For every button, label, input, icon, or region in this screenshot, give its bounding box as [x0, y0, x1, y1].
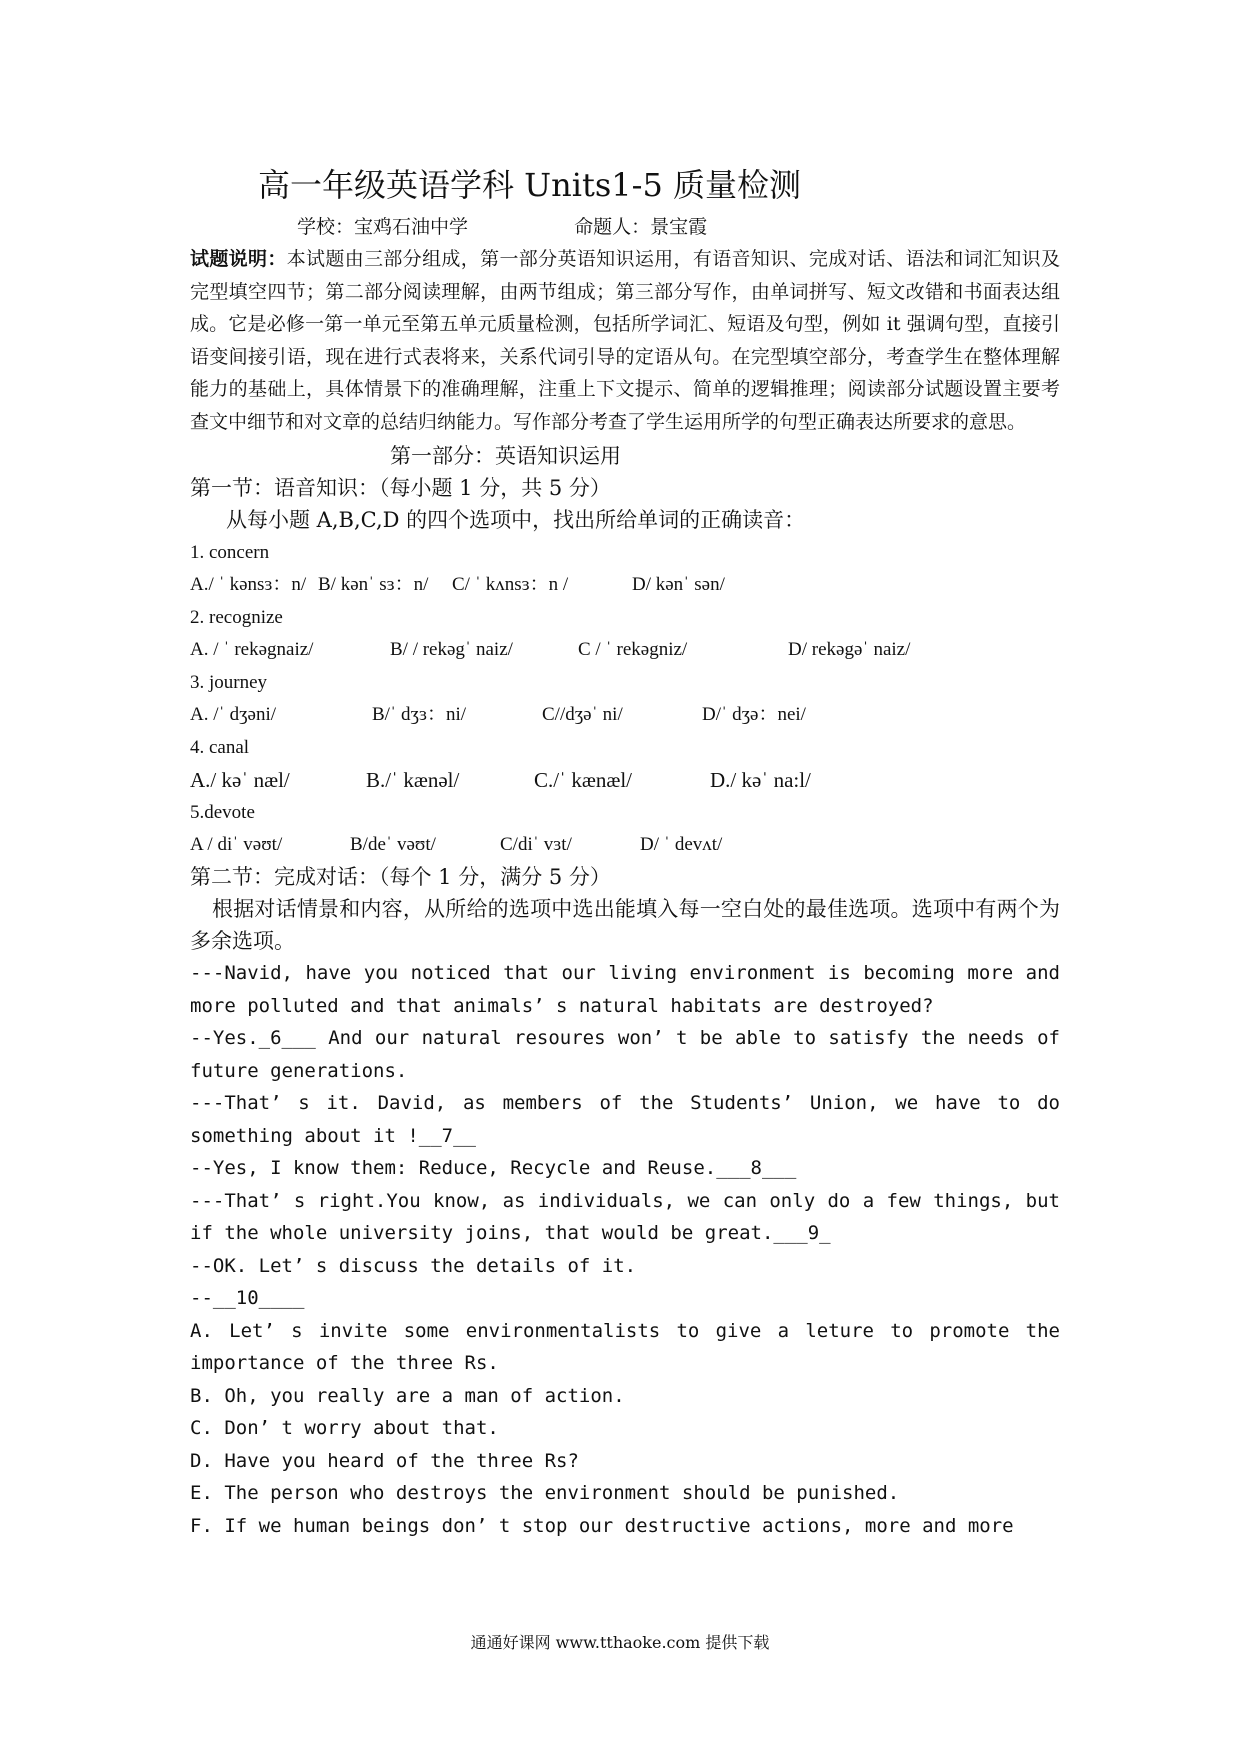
- question-word: 4. canal: [190, 737, 250, 758]
- option-a: A. /ˈ dʒəni/: [190, 704, 277, 725]
- dialog-line: --Yes._6___ And our natural resoures won’ t be able to satisfy the needs of future generations.: [190, 1027, 1060, 1082]
- option-d: D/ ˈ dеvʌt/: [640, 834, 723, 855]
- section2-instruction: 根据对话情景和内容，从所给的选项中选出能填入每一空白处的最佳选项。选项中有两个为多余选项。: [190, 897, 1060, 953]
- description-text: 本试题由三部分组成，第一部分英语知识运用，有语音知识、完成对话、语法和词汇知识及完型填空四节；第二部分阅读理解，由两节组成；第三部分写作，由单词拼写、短文改错和书面表达组成。它是必修一第一单元至第五单元质量检测，包括所学词汇、短语及句型，例如 it 强调句型，直接引语变间接引语，现在进行式表将来，关系代词引导的定语从句。在完型填空部分，考查学生在整体理解能力的基础上，具体情景下的准确理解，注重上下文提示、简单的逻辑推理；阅读部分试题设置主要考查文中细节和对文章的总结归纳能力。写作部分考查了学生运用所学的句型正确表达所要求的意思。: [190, 248, 1060, 433]
- option-a: A. / ˈ rekəgnaiz/: [190, 639, 314, 660]
- part1-heading: 第一部分：英语知识运用: [390, 444, 621, 468]
- answer-choice: F. If we human beings don’ t stop our destructive actions, more and more: [190, 1514, 1014, 1537]
- answer-choice: B. Oh, you really are a man of action.: [190, 1384, 625, 1407]
- option-a: A./ kəˈ næl/: [190, 768, 290, 792]
- option-c: C / ˈ rekəgniz/: [578, 639, 688, 660]
- dialog-line: ---That’ s right.You know, as individuals, we can only do a few things, but if the whole university joins, that would be great.___9_: [190, 1189, 1060, 1244]
- dialog-line: ---That’ s it. David, as members of the Students’ Union, we have to do something about it !__7__: [190, 1092, 1060, 1147]
- dialog-line: --__10____: [190, 1287, 305, 1309]
- option-d: D/ kənˈ sən/: [632, 574, 725, 595]
- question-options: [190, 764, 1060, 796]
- section2-heading: 第二节：完成对话：（每个 1 分，满分 5 分）: [190, 865, 611, 889]
- question-word: 5.devote: [190, 802, 255, 823]
- option-b: B/ kənˈ sɜ：n/: [318, 574, 429, 595]
- option-c: C./ˈ kænæl/: [534, 768, 633, 792]
- question-options: [190, 829, 1060, 861]
- author-label: 命题人：景宝霞: [574, 216, 708, 238]
- answer-choice: C. Don’ t worry about that.: [190, 1417, 499, 1439]
- option-a: A / diˈ vəʊt/: [190, 834, 283, 855]
- answer-choice: A. Let’ s invite some environmentalists to give a leture to promote the importance of the three Rs.: [190, 1319, 1060, 1374]
- dialog-line: --OK. Let’ s discuss the details of it.: [190, 1254, 637, 1277]
- exam-description: [190, 243, 1060, 438]
- option-c: C//dʒəˈ ni/: [542, 704, 623, 725]
- question-options: [190, 569, 1060, 601]
- page-footer: 通通好课网 www.tthaoke.com 提供下载: [470, 1633, 770, 1652]
- option-d: D/ˈ dʒə：nei/: [702, 704, 806, 725]
- dialog-line: ---Navid, have you noticed that our living environment is becoming more and more polluted and that animals’ s natural habitats are destroyed?: [190, 962, 1060, 1017]
- option-c: C/diˈ vɜt/: [500, 834, 572, 855]
- option-b: B/ˈ dʒɜ：ni/: [372, 704, 466, 725]
- page-title: 高一年级英语学科 Units1-5 质量检测: [258, 166, 801, 204]
- school-label: 学校：宝鸡石油中学: [297, 216, 469, 238]
- dialog-line: --Yes, I know them: Reduce, Recycle and Reuse.___8___: [190, 1157, 797, 1179]
- question-word: 3. journey: [190, 672, 268, 693]
- option-b: B/deˈ vəʊt/: [350, 834, 436, 855]
- option-a: A./ ˈ kənsɜ：n/: [190, 574, 307, 595]
- question-word: 1. concern: [190, 542, 270, 563]
- option-c: C/ ˈ kʌnsɜ：n /: [452, 574, 569, 595]
- answer-choice: E. The person who destroys the environment should be punished.: [190, 1482, 900, 1504]
- question-options: [190, 634, 1060, 666]
- question-options: [190, 699, 1060, 731]
- option-d: D/ rekəgəˈ naiz/: [788, 639, 911, 660]
- exam-page: [190, 160, 1060, 1542]
- description-label: 试题说明：: [190, 248, 287, 270]
- question-word: 2. recognize: [190, 607, 283, 628]
- option-b: B/ / rekəgˈ naiz/: [390, 639, 513, 660]
- section1-heading: 第一节：语音知识：（每小题 1 分，共 5 分）: [190, 476, 611, 500]
- section1-instruction: 从每小题 A,B,C,D 的四个选项中，找出所给单词的正确读音：: [226, 508, 806, 532]
- answer-choice: D. Have you heard of the three Rs?: [190, 1449, 579, 1472]
- option-b: B./ˈ kænəl/: [366, 768, 460, 792]
- option-d: D./ kəˈ na:l/: [710, 768, 811, 792]
- exam-meta: [297, 212, 1060, 239]
